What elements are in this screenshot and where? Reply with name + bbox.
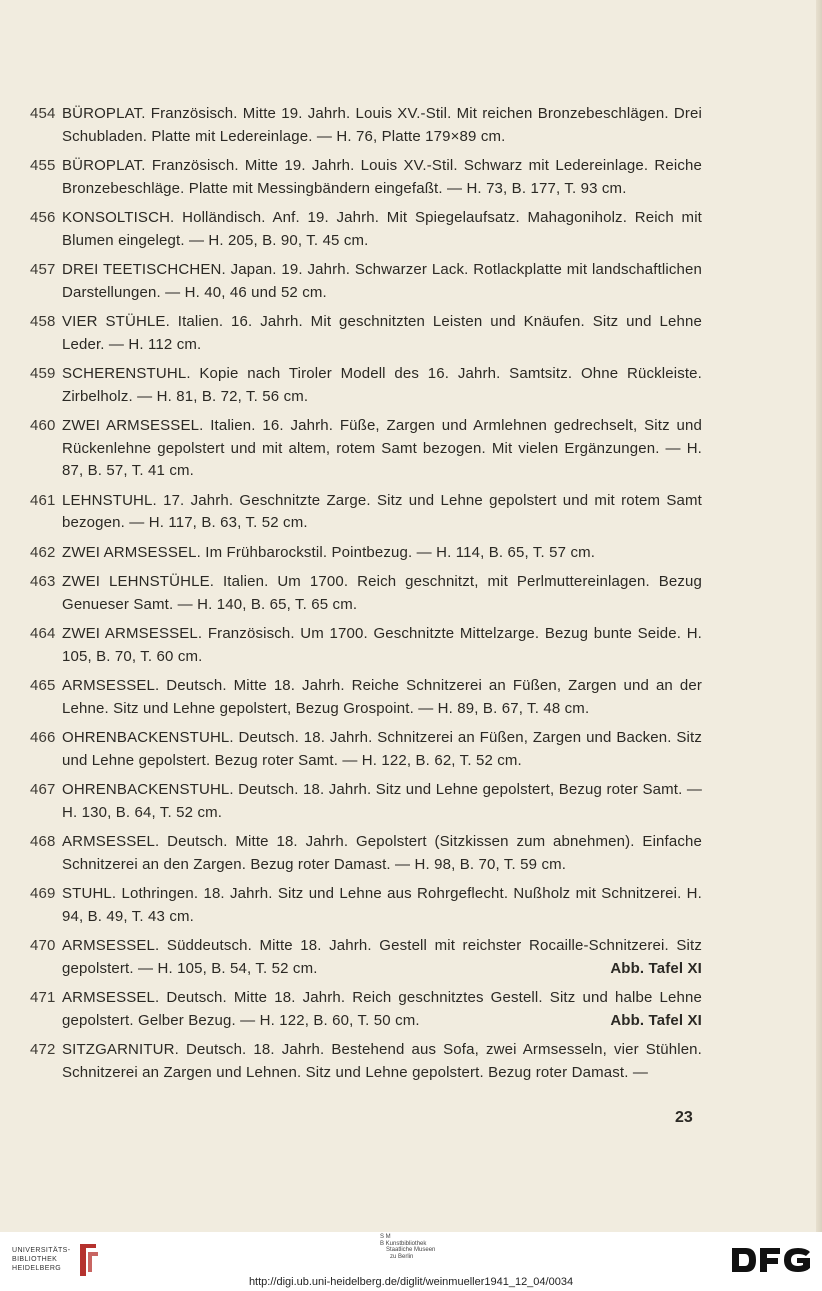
page-edge <box>816 0 822 1232</box>
entry-number: 457 <box>30 261 56 278</box>
entry-number: 454 <box>30 105 56 122</box>
entry-text: BÜROPLAT. Französisch. Mitte 19. Jahrh. Louis XV.-Stil. Schwarz mit Ledereinlage. Reiche Bronzebeschläge. Platte mit Messingbändern eingefaßt. — H. 73, B. 177, T. 93 cm. <box>62 157 702 197</box>
catalog-entry <box>30 831 702 876</box>
entry-description <box>62 490 702 535</box>
entry-number: 456 <box>30 209 56 226</box>
catalog-entry <box>30 623 702 668</box>
library-logo-icon <box>76 1242 100 1278</box>
catalog-entry <box>30 311 702 356</box>
entry-number: 463 <box>30 573 56 590</box>
catalog-entry <box>30 259 702 304</box>
entry-number: 471 <box>30 989 56 1006</box>
entry-text: ZWEI LEHNSTÜHLE. Italien. Um 1700. Reich geschnitzt, mit Perlmuttereinlagen. Bezug Genueser Samt. — H. 140, B. 65, T. 65 cm. <box>62 573 702 613</box>
entry-text: ZWEI ARMSESSEL. Italien. 16. Jahrh. Füße, Zargen und Armlehnen gedrechselt, Sitz und Rückenlehne gepolstert und mit altem, rotem Samt bezogen. Mit vielen Ergänzungen. — H. 87, B. 57, T. 41 cm. <box>62 417 702 479</box>
library-line: BIBLIOTHEK <box>12 1256 58 1263</box>
entry-text: ARMSESSEL. Deutsch. Mitte 18. Jahrh. Reich geschnitztes Gestell. Sitz und halbe Lehne gepolstert. Gelber Bezug. — H. 122, B. 60, T. 50 cm. <box>62 989 702 1029</box>
entry-text: ZWEI ARMSESSEL. Französisch. Um 1700. Geschnitzte Mittelzarge. Bezug bunte Seide. H. 105, B. 70, T. 60 cm. <box>62 625 702 665</box>
source-url[interactable]: http://digi.ub.uni-heidelberg.de/diglit/weinmueller1941_12_04/0034 <box>248 1276 574 1288</box>
catalog-entry <box>30 571 702 616</box>
library-line: HEIDELBERG <box>12 1265 62 1272</box>
catalog-entry <box>30 363 702 408</box>
entry-number: 465 <box>30 677 56 694</box>
entry-description <box>62 103 702 148</box>
entry-number: 462 <box>30 543 56 561</box>
entry-description <box>62 259 702 304</box>
entry-description <box>62 935 702 980</box>
catalog-entry <box>30 155 702 200</box>
entry-description <box>62 155 702 200</box>
entry-text: ARMSESSEL. Süddeutsch. Mitte 18. Jahrh. Gestell mit reichster Rocaille-Schnitzerei. Sitz gepolstert. — H. 105, B. 54, T. 52 cm. <box>62 937 702 977</box>
entry-text: KONSOLTISCH. Holländisch. Anf. 19. Jahrh. Mit Spiegelaufsatz. Mahagoniholz. Reich mit Blumen eingelegt. — H. 205, B. 90, T. 45 cm. <box>62 209 702 249</box>
plate-reference: Abb. Tafel XI <box>610 1011 702 1029</box>
entry-description <box>62 675 702 720</box>
entry-description <box>62 883 702 928</box>
entry-text: ARMSESSEL. Deutsch. Mitte 18. Jahrh. Reiche Schnitzerei an Füßen, Zargen und an der Lehne. Sitz und Lehne gepolstert, Bezug Grospoint. — H. 89, B. 67, T. 48 cm. <box>62 677 702 717</box>
entry-text: ARMSESSEL. Deutsch. Mitte 18. Jahrh. Gepolstert (Sitzkissen zum abnehmen). Einfache Schnitzerei an den Zargen. Bezug roter Damast. — H. 98, B. 70, T. 59 cm. <box>62 833 702 873</box>
catalog-entry <box>30 935 702 980</box>
catalog-entry <box>30 779 702 824</box>
catalog-entry <box>30 675 702 720</box>
entry-number: 464 <box>30 625 56 642</box>
catalog-entry <box>30 1039 702 1084</box>
plate-reference: Abb. Tafel XI <box>610 959 702 977</box>
entry-number: 461 <box>30 491 56 509</box>
catalog-entry <box>30 490 702 535</box>
library-line: UNIVERSITÄTS- <box>12 1247 71 1254</box>
entry-number: 469 <box>30 885 56 902</box>
entry-description <box>62 1039 702 1084</box>
catalog-entry <box>30 883 702 928</box>
catalog-entry <box>30 727 702 772</box>
entry-description <box>62 415 702 483</box>
entry-number: 460 <box>30 417 56 434</box>
entry-text: SCHERENSTUHL. Kopie nach Tiroler Modell des 16. Jahrh. Samtsitz. Ohne Rückleiste. Zirbelholz. — H. 81, B. 72, T. 56 cm. <box>62 365 702 405</box>
entry-number: 466 <box>30 729 56 746</box>
entry-number: 455 <box>30 157 56 174</box>
entry-text: VIER STÜHLE. Italien. 16. Jahrh. Mit geschnitzten Leisten und Knäufen. Sitz und Lehne Leder. — H. 112 cm. <box>62 313 702 353</box>
entry-description <box>62 363 702 408</box>
page-number: 23 <box>675 1109 693 1126</box>
entry-description <box>62 831 702 876</box>
entry-number: 470 <box>30 937 56 954</box>
catalog-entry <box>30 542 702 565</box>
entry-text: OHRENBACKENSTUHL. Deutsch. 18. Jahrh. Sitz und Lehne gepolstert, Bezug roter Samt. — H. 130, B. 64, T. 52 cm. <box>62 781 702 821</box>
stamp-line: B Kunstbibliothek <box>380 1240 427 1247</box>
entry-text: BÜROPLAT. Französisch. Mitte 19. Jahrh. Louis XV.-Stil. Mit reichen Bronzebeschlägen. Drei Schubladen. Platte mit Ledereinlage. — H. 76, Platte 179×89 cm. <box>62 105 702 145</box>
catalog-entry <box>30 987 702 1032</box>
catalog-entry <box>30 415 702 483</box>
entry-number: 467 <box>30 781 56 798</box>
entry-number: 458 <box>30 313 56 330</box>
entry-text: STUHL. Lothringen. 18. Jahrh. Sitz und Lehne aus Rohrgeflecht. Nußholz mit Schnitzerei. H. 94, B. 49, T. 43 cm. <box>62 885 702 925</box>
stamp-line: S M <box>380 1234 391 1240</box>
entry-description <box>62 542 702 565</box>
catalog-entry <box>30 103 702 148</box>
stamp-line: Staatliche Museen <box>386 1247 436 1253</box>
catalog-entries <box>30 103 702 1091</box>
entry-description <box>62 623 702 668</box>
entry-description <box>62 779 702 824</box>
entry-description <box>62 207 702 252</box>
dfg-logo-icon <box>730 1244 812 1276</box>
museum-stamp <box>380 1234 500 1260</box>
entry-text: SITZGARNITUR. Deutsch. 18. Jahrh. Bestehend aus Sofa, zwei Armsesseln, vier Stühlen. Schnitzerei an Zargen und Lehnen. Sitz und Lehne gepolstert. Bezug roter Damast. — <box>62 1041 702 1081</box>
entry-number: 472 <box>30 1041 56 1058</box>
entry-description <box>62 571 702 616</box>
entry-number: 468 <box>30 833 56 850</box>
stamp-line: zu Berlin <box>390 1253 414 1260</box>
library-name <box>12 1246 74 1273</box>
entry-text: DREI TEETISCHCHEN. Japan. 19. Jahrh. Schwarzer Lack. Rotlackplatte mit landschaftlichen Darstellungen. — H. 40, 46 und 52 cm. <box>62 261 702 301</box>
entry-description <box>62 311 702 356</box>
catalog-entry <box>30 207 702 252</box>
entry-description <box>62 727 702 772</box>
entry-description <box>62 987 702 1032</box>
entry-number: 459 <box>30 365 56 382</box>
entry-text: ZWEI ARMSESSEL. Im Frühbarockstil. Pointbezug. — H. 114, B. 65, T. 57 cm. <box>62 543 596 561</box>
entry-text: LEHNSTUHL. 17. Jahrh. Geschnitzte Zarge. Sitz und Lehne gepolstert und mit rotem Samt bezogen. — H. 117, B. 63, T. 52 cm. <box>62 491 702 531</box>
entry-text: OHRENBACKENSTUHL. Deutsch. 18. Jahrh. Schnitzerei an Füßen, Zargen und Backen. Sitz und Lehne gepolstert. Bezug roter Samt. — H. 122, B. 62, T. 52 cm. <box>62 729 702 769</box>
